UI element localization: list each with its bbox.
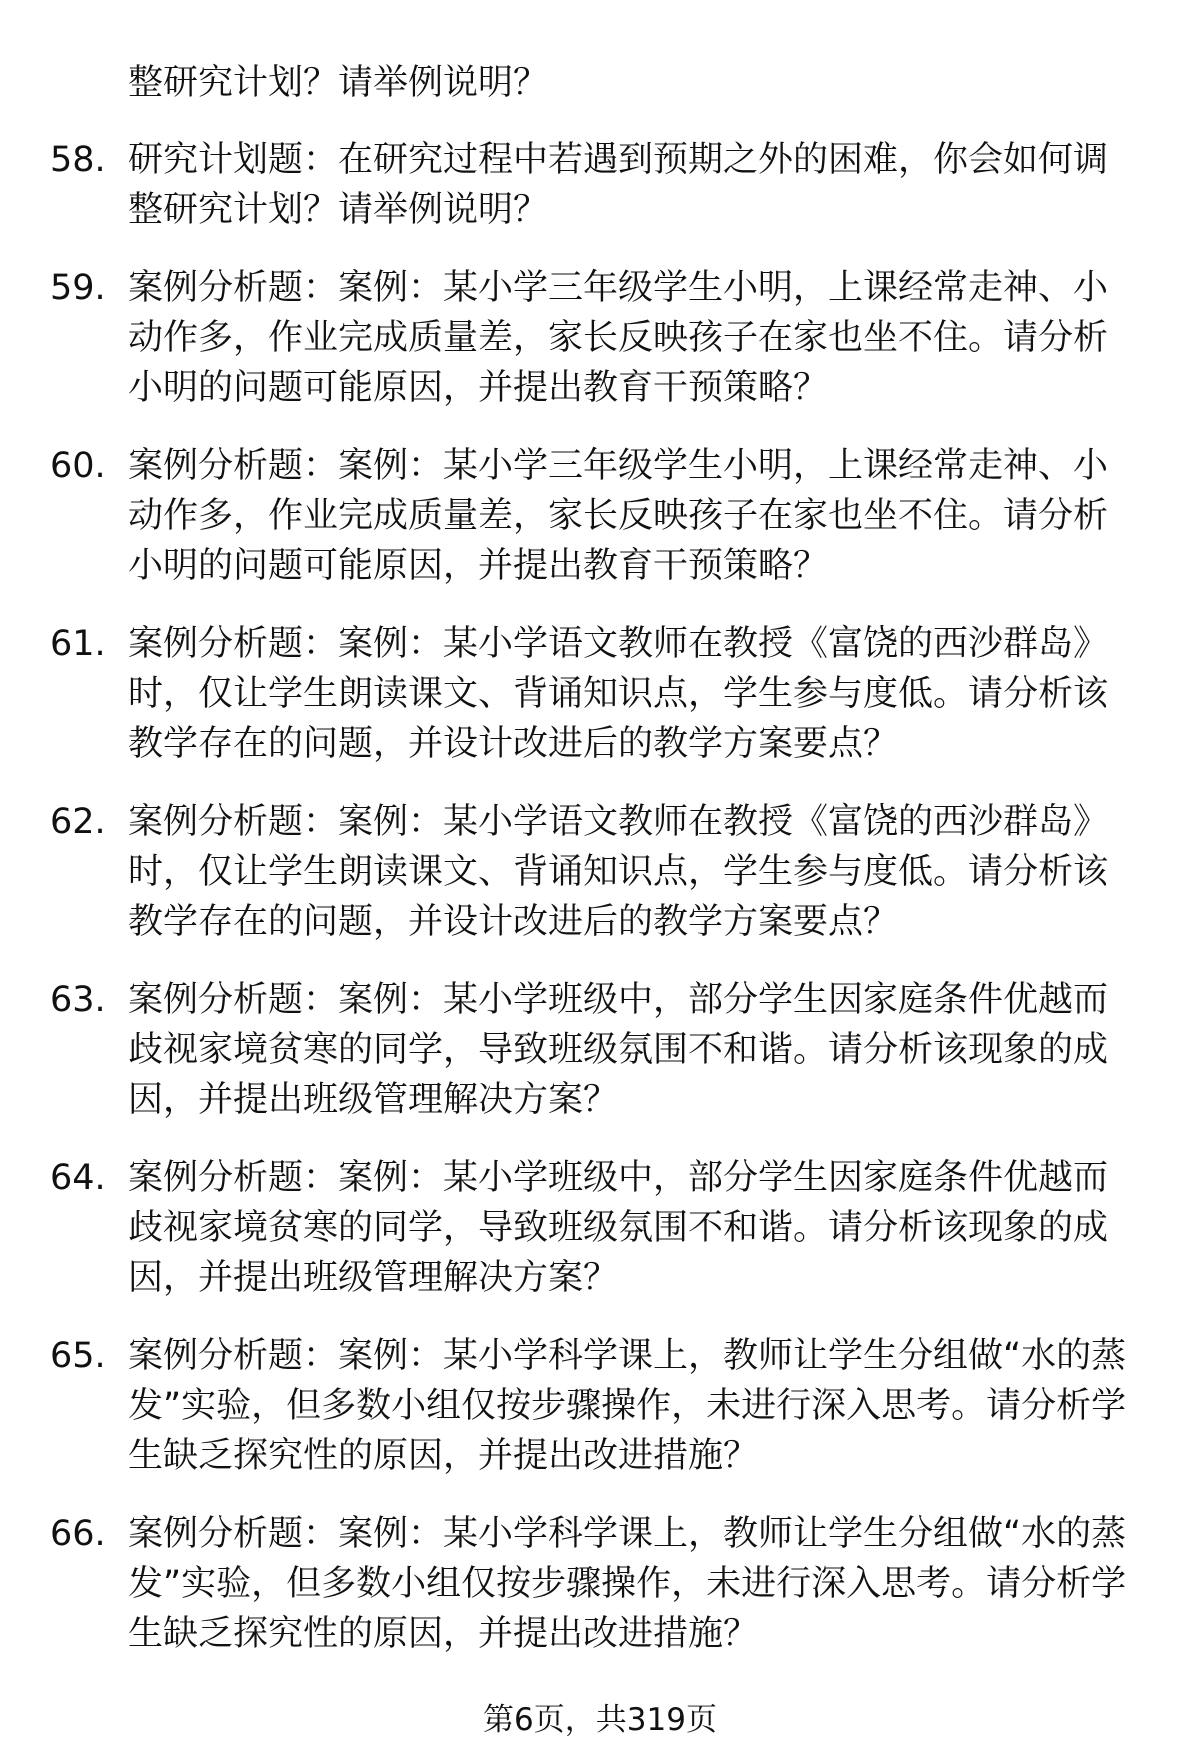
question-item	[50, 975, 1140, 1125]
question-text: 案例分析题：案例：某小学语文教师在教授《富饶的西沙群岛》时，仅让学生朗读课文、背诵知识点，学生参与度低。请分析该教学存在的问题，并设计改进后的教学方案要点？	[128, 802, 1109, 942]
question-item	[50, 135, 1140, 235]
question-text: 案例分析题：案例：某小学班级中，部分学生因家庭条件优越而歧视家境贫寒的同学，导致班级氛围不和谐。请分析该现象的成因，并提出班级管理解决方案？	[128, 1158, 1109, 1298]
question-item	[50, 263, 1140, 413]
question-item	[50, 1509, 1140, 1659]
question-number: 63.	[50, 980, 106, 1020]
continuation-text: 整研究计划？请举例说明？	[128, 63, 549, 103]
question-number: 66.	[50, 1514, 106, 1554]
question-number: 61.	[50, 624, 106, 664]
question-text: 案例分析题：案例：某小学科学课上，教师让学生分组做“水的蒸发”实验，但多数小组仅按步骤操作，未进行深入思考。请分析学生缺乏探究性的原因，并提出改进措施？	[128, 1514, 1127, 1654]
question-text: 案例分析题：案例：某小学三年级学生小明，上课经常走神、小动作多，作业完成质量差，家长反映孩子在家也坐不住。请分析小明的问题可能原因，并提出教育干预策略？	[128, 268, 1109, 408]
question-item	[50, 797, 1140, 947]
question-number: 58.	[50, 140, 106, 180]
question-number: 62.	[50, 802, 106, 842]
question-number: 65.	[50, 1336, 106, 1376]
question-text: 案例分析题：案例：某小学语文教师在教授《富饶的西沙群岛》时，仅让学生朗读课文、背诵知识点，学生参与度低。请分析该教学存在的问题，并设计改进后的教学方案要点？	[128, 624, 1109, 764]
question-number: 59.	[50, 268, 106, 308]
question-text: 研究计划题：在研究过程中若遇到预期之外的困难，你会如何调整研究计划？请举例说明？	[128, 140, 1109, 230]
question-item	[50, 1331, 1140, 1481]
question-number: 60.	[50, 446, 106, 486]
question-text: 案例分析题：案例：某小学班级中，部分学生因家庭条件优越而歧视家境贫寒的同学，导致班级氛围不和谐。请分析该现象的成因，并提出班级管理解决方案？	[128, 980, 1109, 1120]
question-item	[50, 1153, 1140, 1303]
page-footer: 第6页，共319页	[483, 1702, 717, 1738]
question-item	[50, 441, 1140, 591]
question-number: 64.	[50, 1158, 106, 1198]
question-text: 案例分析题：案例：某小学三年级学生小明，上课经常走神、小动作多，作业完成质量差，家长反映孩子在家也坐不住。请分析小明的问题可能原因，并提出教育干预策略？	[128, 446, 1109, 586]
question-item	[50, 619, 1140, 769]
question-text: 案例分析题：案例：某小学科学课上，教师让学生分组做“水的蒸发”实验，但多数小组仅按步骤操作，未进行深入思考。请分析学生缺乏探究性的原因，并提出改进措施？	[128, 1336, 1127, 1476]
question-list	[50, 58, 1140, 1687]
